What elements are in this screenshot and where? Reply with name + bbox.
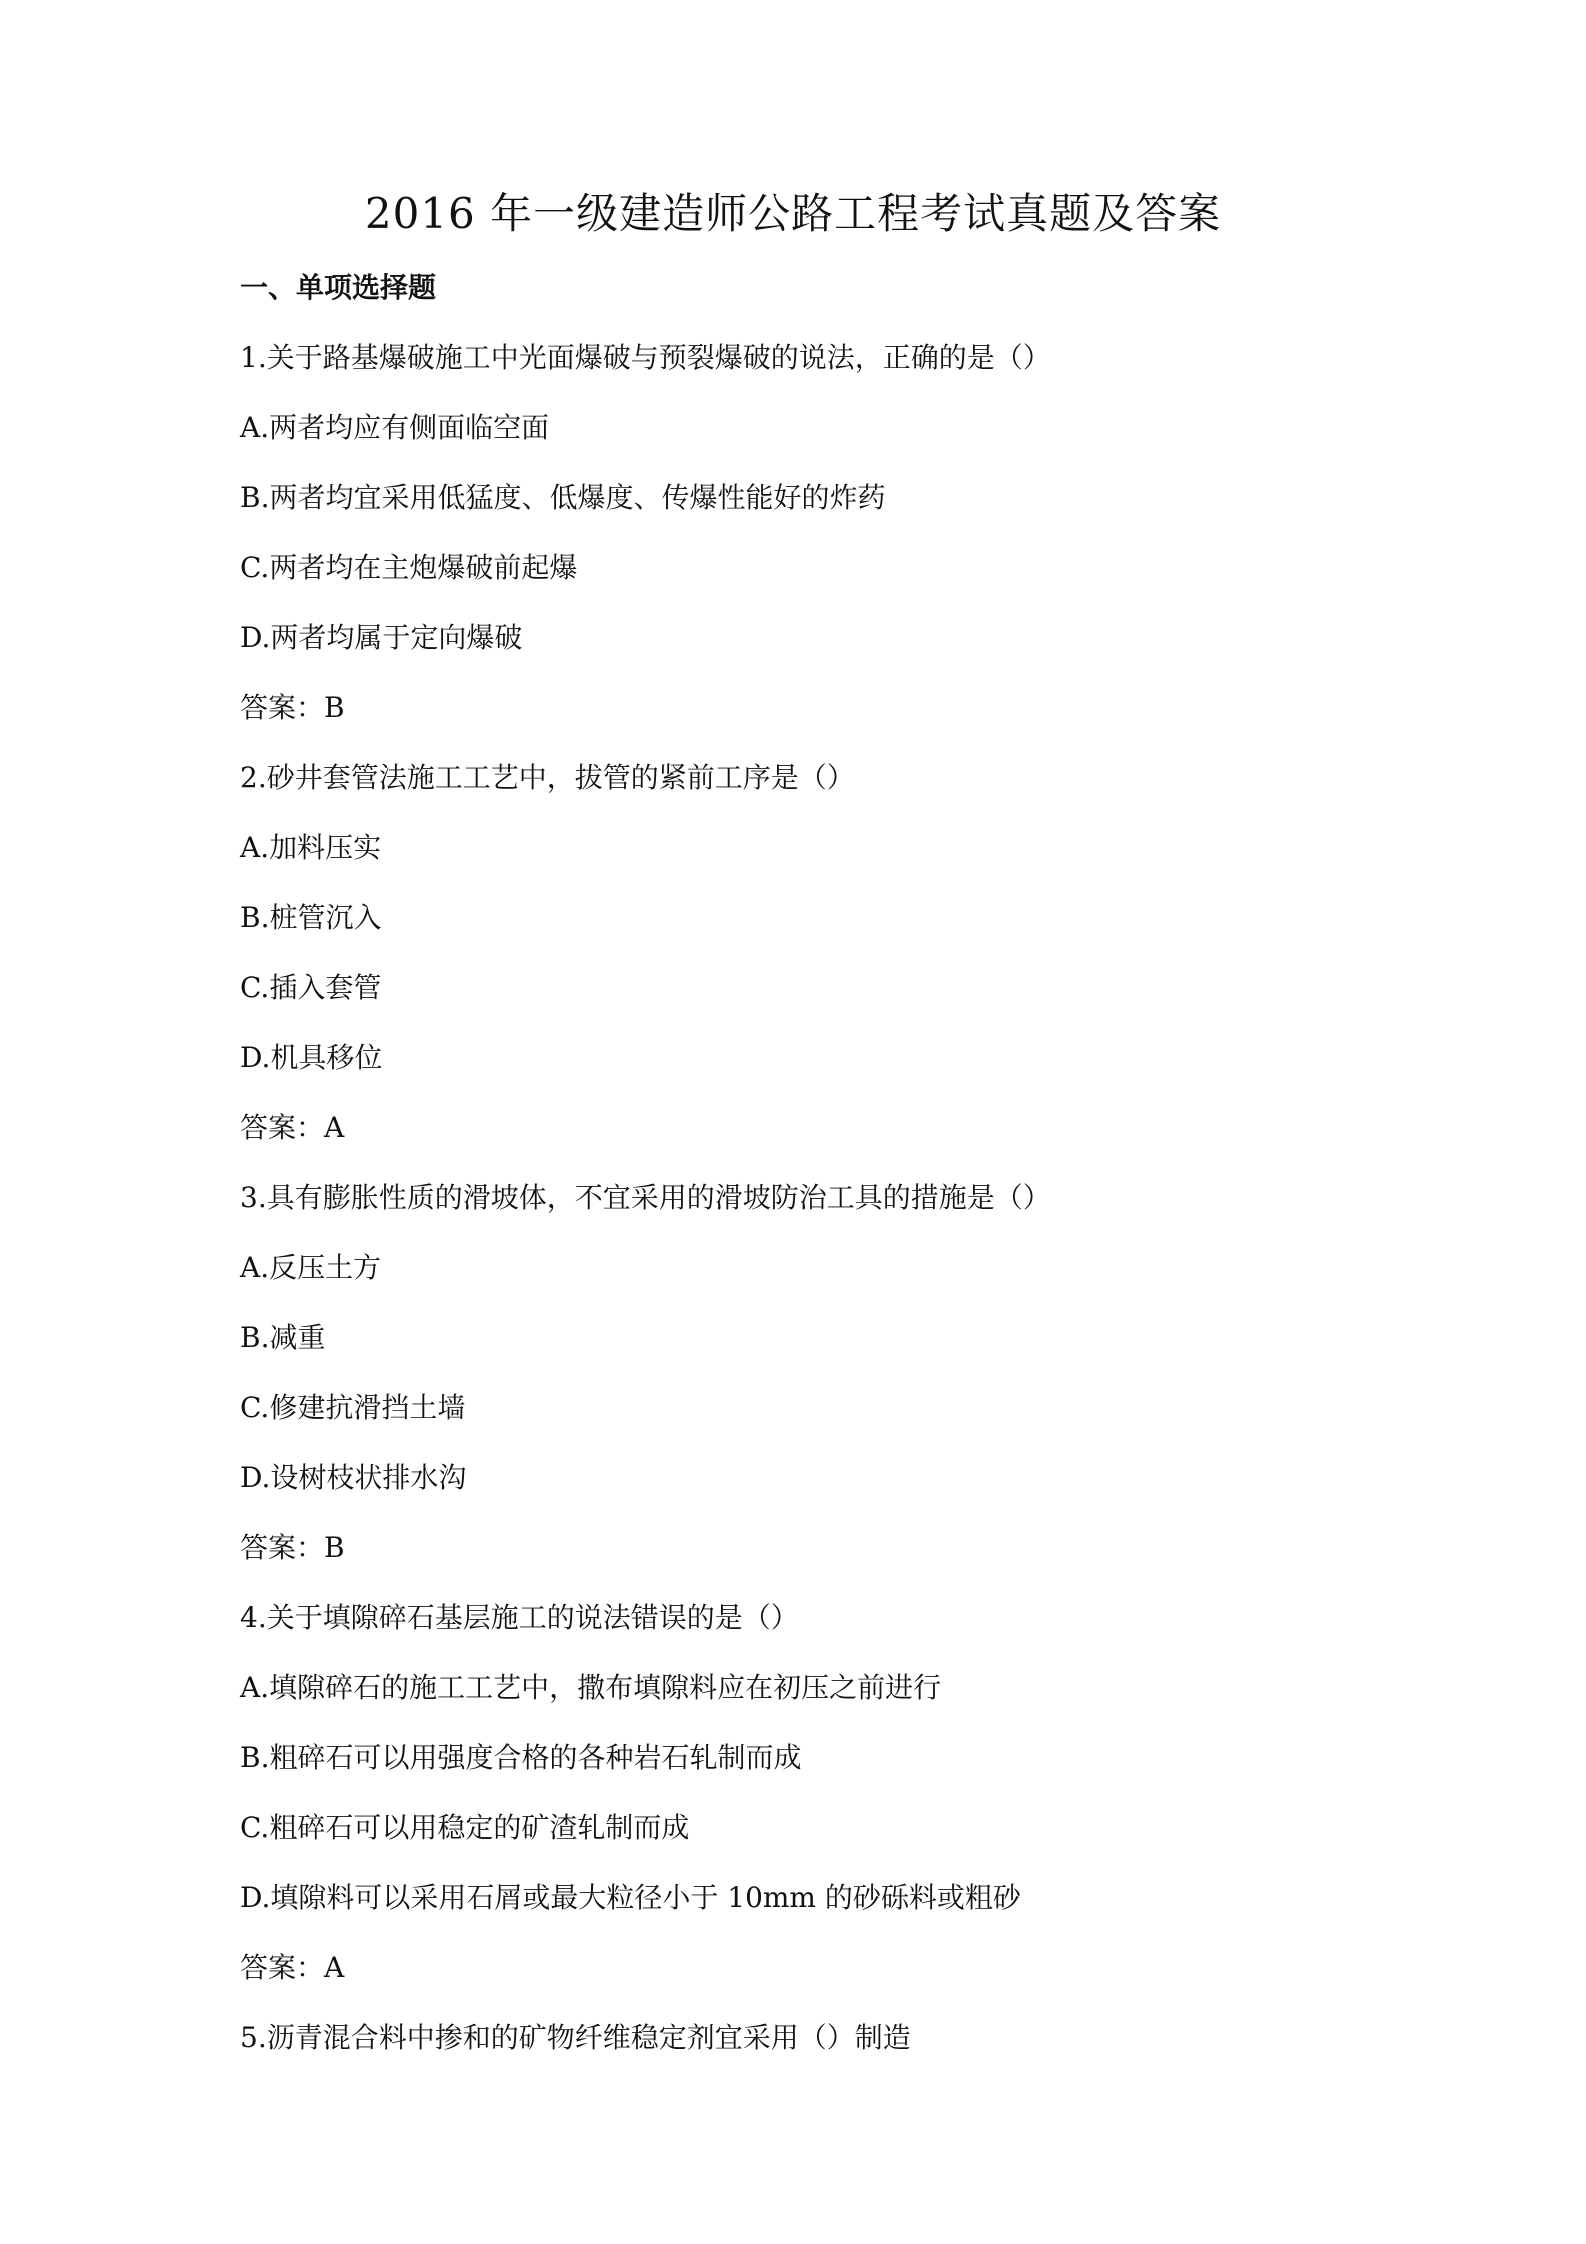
question-2-stem: 2.砂井套管法施工工艺中，拔管的紧前工序是（） xyxy=(240,761,855,794)
question-4-option-b: B.粗碎石可以用强度合格的各种岩石轧制而成 xyxy=(240,1741,802,1774)
question-2-option-c: C.插入套管 xyxy=(240,971,382,1004)
question-4-option-c: C.粗碎石可以用稳定的矿渣轧制而成 xyxy=(240,1811,690,1844)
question-4-stem: 4.关于填隙碎石基层施工的说法错误的是（） xyxy=(240,1601,799,1634)
question-1-option-b: B.两者均宜采用低猛度、低爆度、传爆性能好的炸药 xyxy=(240,481,886,514)
question-4-answer: 答案：A xyxy=(240,1951,345,1984)
question-3-option-c: C.修建抗滑挡土墙 xyxy=(240,1391,466,1424)
question-3-option-d: D.设树枝状排水沟 xyxy=(240,1461,467,1494)
question-2-option-a: A.加料压实 xyxy=(240,831,382,864)
question-2-answer: 答案：A xyxy=(240,1111,345,1144)
question-3-option-a: A.反压土方 xyxy=(240,1251,382,1284)
document-title: 2016 年一级建造师公路工程考试真题及答案 xyxy=(364,189,1222,238)
question-1-answer: 答案：B xyxy=(240,691,345,724)
question-5-stem: 5.沥青混合料中掺和的矿物纤维稳定剂宜采用（）制造 xyxy=(240,2021,911,2054)
question-4-option-d: D.填隙料可以采用石屑或最大粒径小于 10mm 的砂砾料或粗砂 xyxy=(240,1881,1021,1914)
question-1-option-a: A.两者均应有侧面临空面 xyxy=(240,411,550,444)
question-3-option-b: B.减重 xyxy=(240,1321,326,1354)
question-1-stem: 1.关于路基爆破施工中光面爆破与预裂爆破的说法，正确的是（） xyxy=(240,341,1051,374)
question-2-option-d: D.机具移位 xyxy=(240,1041,383,1074)
question-3-stem: 3.具有膨胀性质的滑坡体，不宜采用的滑坡防治工具的措施是（） xyxy=(240,1181,1051,1214)
question-4-option-a: A.填隙碎石的施工工艺中，撒布填隙料应在初压之前进行 xyxy=(240,1671,942,1704)
question-1-option-d: D.两者均属于定向爆破 xyxy=(240,621,523,654)
question-list xyxy=(240,338,1400,2088)
question-1-option-c: C.两者均在主炮爆破前起爆 xyxy=(240,551,578,584)
section-heading: 一、单项选择题 xyxy=(240,271,437,304)
question-2-option-b: B.桩管沉入 xyxy=(240,901,382,934)
question-3-answer: 答案：B xyxy=(240,1531,345,1564)
